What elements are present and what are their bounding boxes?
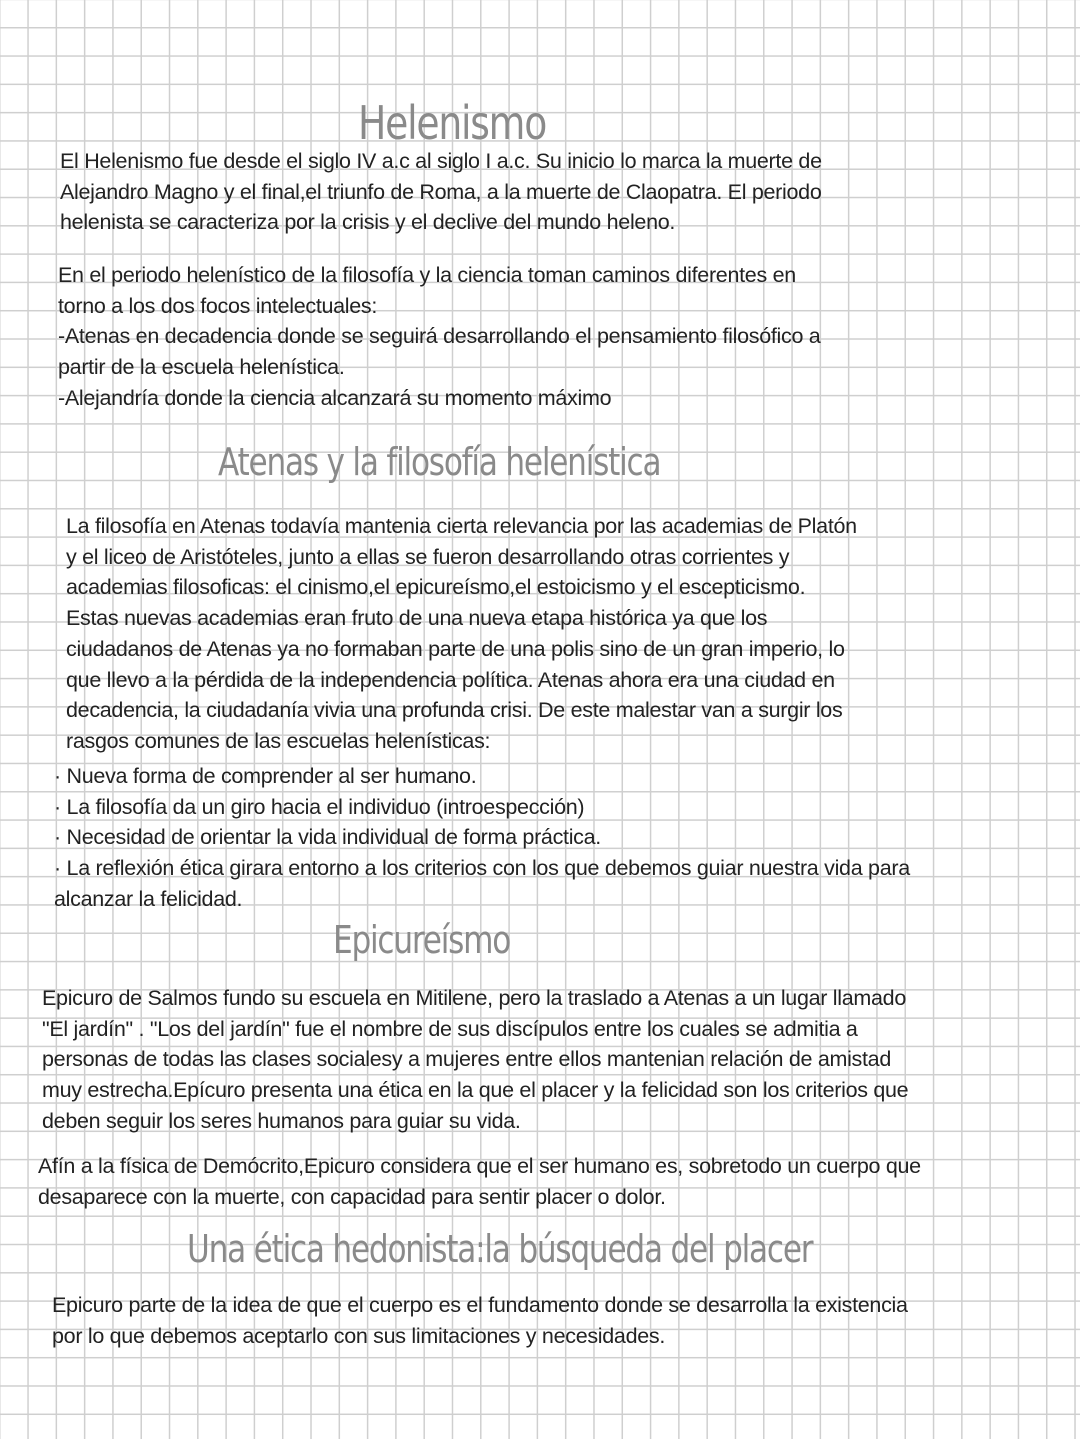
list-item: · Necesidad de orientar la vida individual de forma práctica. — [54, 825, 601, 850]
atenas-paragraph — [66, 511, 857, 757]
epicuro-paragraph-2 — [38, 1151, 921, 1212]
text-line: muy estrecha.Epícuro presenta una ética en la que el placer y la felicidad son los criterios que — [42, 1078, 909, 1103]
bullet-list — [54, 761, 910, 915]
text-line: y el liceo de Aristóteles, junto a ellas se fueron desarrollando otras corrientes y — [66, 544, 790, 569]
text-line: En el periodo helenístico de la filosofía y la ciencia toman caminos diferentes en — [58, 263, 796, 287]
text-line: Alejandro Magno y el final,el triunfo de Roma, a la muerte de Claopatra. El periodo — [60, 179, 822, 204]
text-line: -Alejandría donde la ciencia alcanzará su momento máximo — [58, 385, 612, 410]
text-line: partir de la escuela helenística. — [58, 355, 345, 380]
intro-paragraph — [60, 146, 822, 238]
text-line: Afín a la física de Demócrito,Epicuro considera que el ser humano es, sobretodo un cuerpo que — [38, 1154, 921, 1178]
text-line: torno a los dos focos intelectuales: — [58, 293, 378, 318]
page-title: Helenismo — [358, 96, 547, 150]
list-item: · La filosofía da un giro hacia el individuo (introespección) — [54, 794, 585, 819]
etica-paragraph — [52, 1290, 908, 1351]
text-line: Epicuro parte de la idea de que el cuerpo es el fundamento donde se desarrolla la existencia — [52, 1293, 908, 1317]
text-line: decadencia, la ciudadanía vivia una profunda crisi. De este malestar van a surgir los — [66, 698, 843, 723]
text-line: rasgos comunes de las escuelas helenísticas: — [66, 728, 491, 753]
heading-epicureismo: Epicureísmo — [333, 918, 511, 962]
list-item: · La reflexión ética girara entorno a los criterios con los que debemos guiar nuestra vida para — [54, 856, 910, 881]
text-line: ciudadanos de Atenas ya no formaban parte de una polis sino de un gran imperio, lo — [66, 636, 845, 661]
text-line: helenista se caracteriza por la crisis y el declive del mundo heleno. — [60, 210, 676, 235]
heading-atenas: Atenas y la filosofía helenística — [218, 440, 661, 484]
text-line: personas de todas las clases socialesy a mujeres entre ellos mantenian relación de amistad — [42, 1047, 892, 1072]
text-line: Estas nuevas academias eran fruto de una nueva etapa histórica ya que los — [66, 606, 768, 631]
text-line: Epicuro de Salmos fundo su escuela en Mitilene, pero la traslado a Atenas a un lugar llamado — [42, 986, 907, 1010]
list-item: · Nueva forma de comprender al ser humano. — [54, 764, 477, 788]
heading-etica-hedonista: Una ética hedonista:la búsqueda del placer — [187, 1227, 813, 1271]
epicuro-paragraph-1 — [42, 983, 908, 1137]
text-line: desaparece con la muerte, con capacidad para sentir placer o dolor. — [38, 1184, 666, 1209]
text-line: academias filosoficas: el cinismo,el epicureísmo,el estoicismo y el escepticismo. — [66, 575, 806, 600]
text-line: por lo que debemos aceptarlo con sus limitaciones y necesidades. — [52, 1323, 666, 1348]
text-line: que llevo a la pérdida de la independencia política. Atenas ahora era una ciudad en — [66, 667, 835, 692]
text-line: deben seguir los seres humanos para guiar su vida. — [42, 1108, 521, 1133]
list-item-continuation: alcanzar la felicidad. — [54, 886, 243, 911]
foci-paragraph — [58, 260, 820, 414]
text-line: -Atenas en decadencia donde se seguirá desarrollando el pensamiento filosófico a — [58, 324, 821, 349]
text-line: El Helenismo fue desde el siglo IV a.c al siglo I a.c. Su inicio lo marca la muerte de — [60, 149, 822, 173]
text-line: La filosofía en Atenas todavía mantenia cierta relevancia por las academias de Platón — [66, 514, 857, 538]
text-line: "El jardín" . "Los del jardín" fue el nombre de sus discípulos entre los cuales se admitia a — [42, 1016, 858, 1041]
